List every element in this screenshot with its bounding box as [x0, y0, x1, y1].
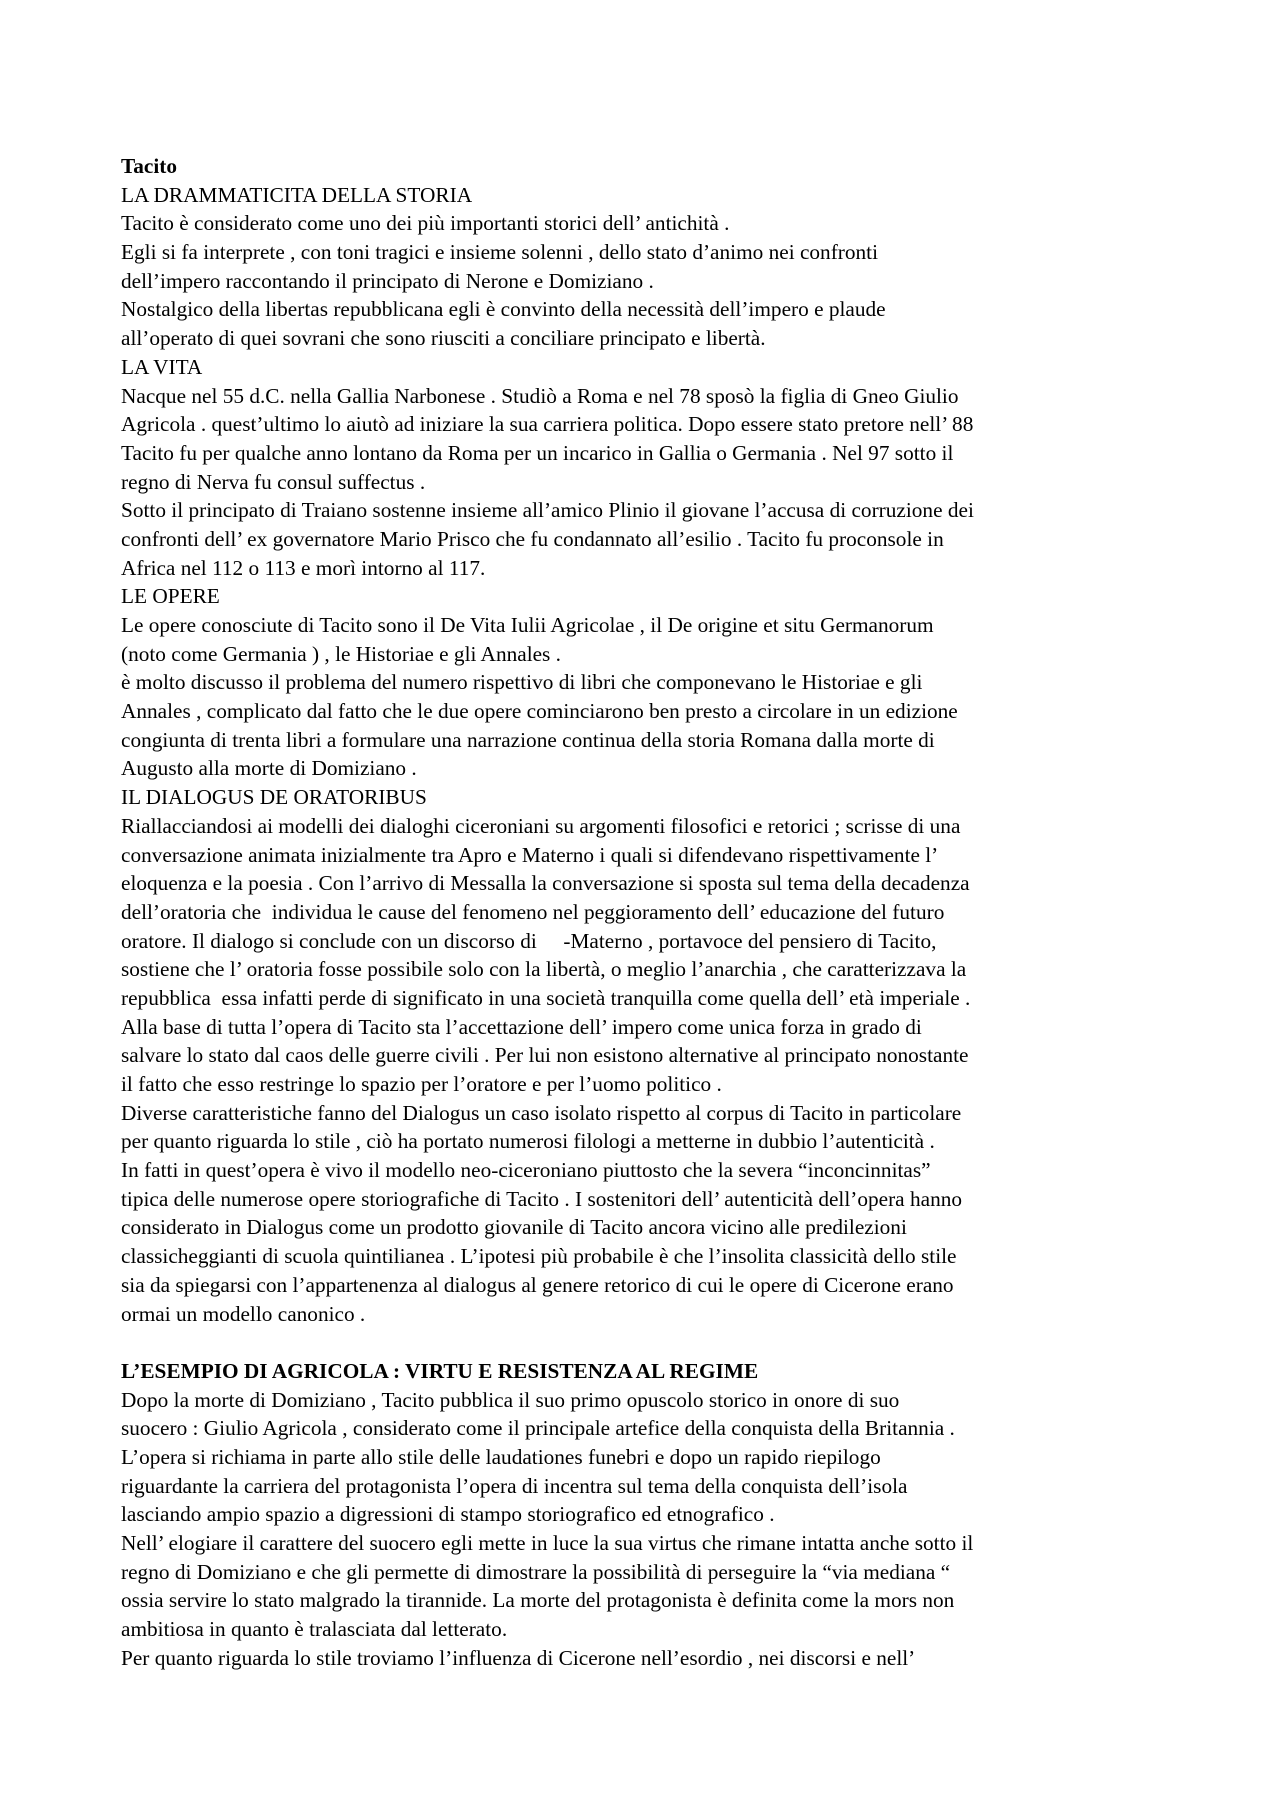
- paragraph-line: salvare lo stato dal caos delle guerre civili . Per lui non esistono alternative al principato nonostante: [121, 1043, 969, 1068]
- section-heading-opere: LE OPERE: [121, 584, 220, 609]
- paragraph-line: Nostalgico della libertas repubblicana egli è convinto della necessità dell’impero e plaude: [121, 297, 886, 322]
- paragraph-line: sostiene che l’ oratoria fosse possibile solo con la libertà, o meglio l’anarchia , che caratterizzava la: [121, 957, 967, 982]
- paragraph-line: Agricola . quest’ultimo lo aiutò ad iniziare la sua carriera politica. Dopo essere stato pretore nell’ 88: [121, 412, 974, 437]
- section-heading-drammaticita: LA DRAMMATICITA DELLA STORIA: [121, 182, 473, 207]
- paragraph-line: il fatto che esso restringe lo spazio per l’oratore e per l’uomo politico .: [121, 1072, 722, 1096]
- paragraph-line: Egli si fa interprete , con toni tragici e insieme solenni , dello stato d’animo nei confronti: [121, 240, 879, 265]
- paragraph-line: Dopo la morte di Domiziano , Tacito pubblica il suo primo opuscolo storico in onore di suo: [121, 1387, 900, 1412]
- paragraph-line: ossia servire lo stato malgrado la tirannide. La morte del protagonista è definita come la mors non: [121, 1588, 955, 1613]
- paragraph-line: Sotto il principato di Traiano sostenne insieme all’amico Plinio il giovane l’accusa di corruzione dei: [121, 498, 974, 523]
- paragraph-line: all’operato di quei sovrani che sono riusciti a conciliare principato e libertà.: [121, 326, 766, 351]
- paragraph-line: dell’impero raccontando il principato di Nerone e Domiziano .: [121, 268, 654, 293]
- paragraph-line: conversazione animata inizialmente tra Apro e Materno i quali si difendevano rispettivamente l’: [121, 842, 939, 867]
- paragraph-line: Augusto alla morte di Domiziano .: [121, 756, 417, 781]
- paragraph-line: lasciando ampio spazio a digressioni di stampo storiografico ed etnografico .: [121, 1502, 775, 1527]
- section-heading-agricola: L’ESEMPIO DI AGRICOLA : VIRTU E RESISTENZA AL REGIME: [121, 1358, 759, 1383]
- paragraph-line: confronti dell’ ex governatore Mario Prisco che fu condannato all’esilio . Tacito fu proconsole in: [121, 526, 944, 551]
- paragraph-line: sia da spiegarsi con l’appartenenza al dialogus al genere retorico di cui le opere di Cicerone erano: [121, 1272, 954, 1297]
- paragraph-line: regno di Domiziano e che gli permette di dimostrare la possibilità di perseguire la “via mediana “: [121, 1559, 951, 1584]
- paragraph-line: tipica delle numerose opere storiografiche di Tacito . I sostenitori dell’ autenticità dell’opera hanno: [121, 1186, 963, 1211]
- paragraph-line: ambitiosa in quanto è tralasciata dal letterato.: [121, 1617, 508, 1642]
- paragraph-line: In fatti in quest’opera è vivo il modello neo-ciceroniano piuttosto che la severa “inconcinnitas”: [121, 1158, 931, 1183]
- section-heading-vita: LA VITA: [121, 354, 203, 379]
- paragraph-line: è molto discusso il problema del numero rispettivo di libri che componevano le Historiae e gli: [121, 670, 923, 695]
- paragraph-line: Per quanto riguarda lo stile troviamo l’influenza di Cicerone nell’esordio , nei discorsi e nell’: [121, 1645, 916, 1670]
- paragraph-line: oratore. Il dialogo si conclude con un discorso di -Materno , portavoce del pensiero di Tacito,: [121, 928, 937, 953]
- paragraph-line: Africa nel 112 o 113 e morì intorno al 117.: [121, 555, 486, 580]
- paragraph-line: considerato in Dialogus come un prodotto giovanile di Tacito ancora vicino alle predilezioni: [121, 1215, 907, 1240]
- paragraph-line: classicheggianti di scuola quintilianea . L’ipotesi più probabile è che l’insolita classicità dello stile: [121, 1244, 957, 1269]
- paragraph-line: riguardante la carriera del protagonista l’opera di incentra sul tema della conquista dell’isola: [121, 1473, 908, 1498]
- paragraph-line: eloquenza e la poesia . Con l’arrivo di Messalla la conversazione si sposta sul tema della decadenza: [121, 871, 970, 896]
- paragraph-line: ormai un modello canonico .: [121, 1301, 366, 1326]
- document-body: [121, 152, 1181, 1672]
- paragraph-line: repubblica essa infatti perde di significato in una società tranquilla come quella dell’ età imperiale .: [121, 985, 971, 1010]
- document-title: Tacito: [121, 154, 178, 178]
- paragraph-line: congiunta di trenta libri a formulare una narrazione continua della storia Romana dalla morte di: [121, 727, 935, 752]
- paragraph-line: regno di Nerva fu consul suffectus .: [121, 469, 426, 494]
- paragraph-line: Riallacciandosi ai modelli dei dialoghi ciceroniani su argomenti filosofici e retorici ; scrisse di una: [121, 813, 961, 838]
- section-heading-dialogus: IL DIALOGUS DE ORATORIBUS: [121, 785, 427, 810]
- paragraph-line: Annales , complicato dal fatto che le due opere cominciarono ben presto a circolare in un edizione: [121, 699, 958, 724]
- paragraph-line: Tacito è considerato come uno dei più importanti storici dell’ antichità .: [121, 211, 730, 236]
- paragraph-line: Diverse caratteristiche fanno del Dialogus un caso isolato rispetto al corpus di Tacito in particolare: [121, 1100, 962, 1125]
- paragraph-line: Le opere conosciute di Tacito sono il De Vita Iulii Agricolae , il De origine et situ Germanorum: [121, 613, 934, 637]
- paragraph-line: Tacito fu per qualche anno lontano da Roma per un incarico in Gallia o Germania . Nel 97 sotto il: [121, 440, 954, 465]
- paragraph-spacer: [121, 1328, 1181, 1357]
- paragraph-line: suocero : Giulio Agricola , considerato come il principale artefice della conquista della Britannia .: [121, 1416, 955, 1441]
- paragraph-line: Nacque nel 55 d.C. nella Gallia Narbonese . Studiò a Roma e nel 78 sposò la figlia di Gneo Giulio: [121, 383, 959, 408]
- paragraph-line: Alla base di tutta l’opera di Tacito sta l’accettazione dell’ impero come unica forza in grado di: [121, 1014, 922, 1039]
- paragraph-line: per quanto riguarda lo stile , ciò ha portato numerosi filologi a metterne in dubbio l’autenticità .: [121, 1129, 935, 1154]
- paragraph-line: L’opera si richiama in parte allo stile delle laudationes funebri e dopo un rapido riepilogo: [121, 1444, 881, 1469]
- paragraph-line: dell’oratoria che individua le cause del fenomeno nel peggioramento dell’ educazione del futuro: [121, 899, 945, 924]
- paragraph-line: (noto come Germania ) , le Historiae e gli Annales .: [121, 641, 561, 666]
- paragraph-line: Nell’ elogiare il carattere del suocero egli mette in luce la sua virtus che rimane intatta anche sotto il: [121, 1531, 974, 1555]
